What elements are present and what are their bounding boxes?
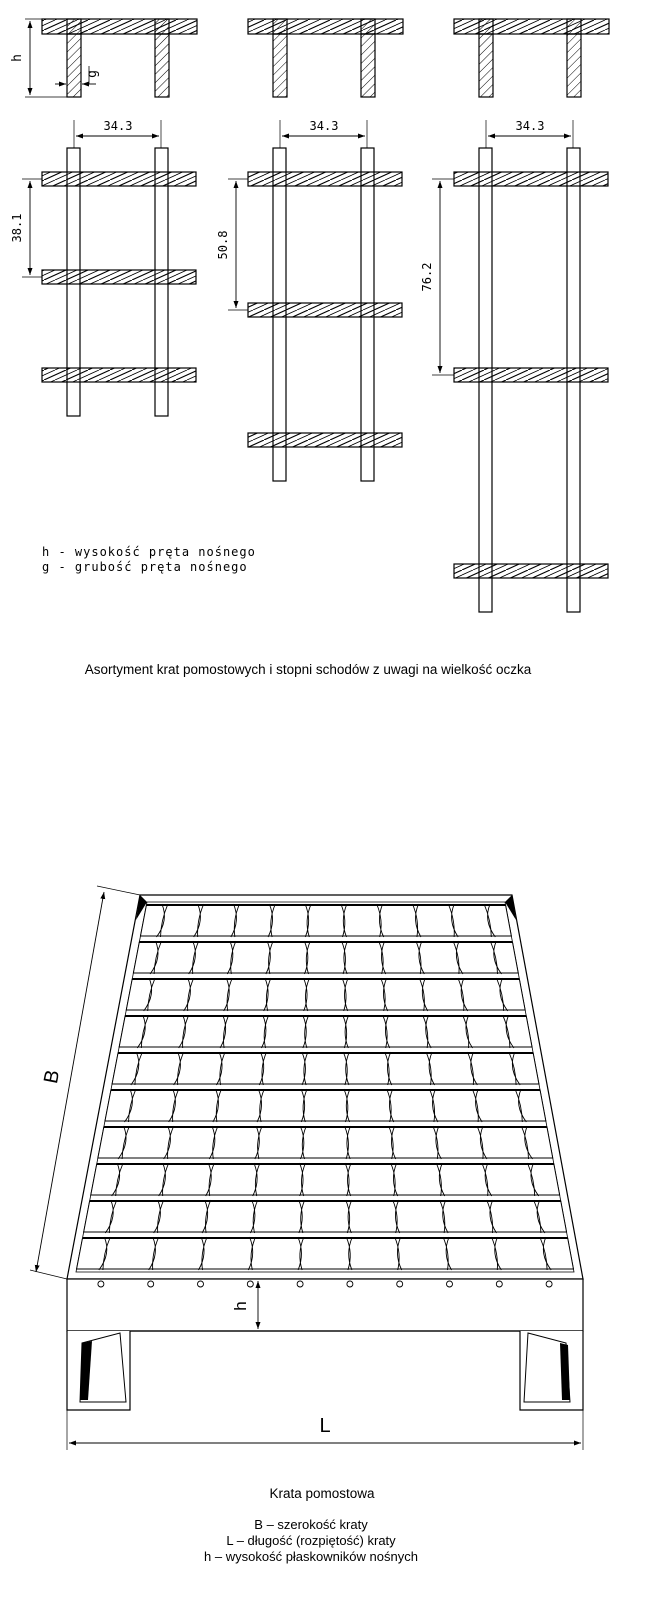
section-view-2 xyxy=(248,19,403,97)
grating-cross-bar xyxy=(84,1201,567,1232)
legend-B: B – szerokość kraty xyxy=(254,1517,368,1532)
rod-end-hole xyxy=(148,1281,154,1287)
label-B: B xyxy=(40,1068,65,1086)
grating-cross-bar xyxy=(126,979,525,1010)
section-view-3 xyxy=(454,19,609,97)
rod-end-hole xyxy=(247,1281,253,1287)
grating-perspective xyxy=(30,886,583,1450)
grating-cross-bar xyxy=(98,1127,553,1158)
label-L: L xyxy=(319,1415,331,1437)
caption-bottom: Krata pomostowa xyxy=(269,1486,375,1501)
rod-end-hole xyxy=(546,1281,552,1287)
dim-pitch-2: 34.3 xyxy=(309,119,339,133)
grating-cross-bar xyxy=(133,942,518,973)
plan-views xyxy=(42,148,608,612)
plan-view-2 xyxy=(248,148,402,481)
plan-view-3 xyxy=(454,148,608,612)
rod-end-hole xyxy=(98,1281,104,1287)
grating-cross-bar xyxy=(112,1053,539,1084)
grating-cross-bar xyxy=(140,905,511,936)
grating-front-face xyxy=(67,1279,583,1331)
rod-end-hole xyxy=(198,1281,204,1287)
plan-view-1 xyxy=(42,148,196,416)
grating-cross-bar xyxy=(119,1016,532,1047)
legend-h-bottom: h – wysokość płaskowników nośnych xyxy=(204,1549,418,1564)
dim-spacing-76: 76.2 xyxy=(420,262,434,292)
left-bracket xyxy=(67,1331,130,1410)
grating-cross-bar xyxy=(77,1238,574,1269)
rod-end-hole xyxy=(496,1281,502,1287)
legend-L: L – długość (rozpiętość) kraty xyxy=(226,1533,396,1548)
label-h-top: h xyxy=(10,54,25,62)
rod-end-hole xyxy=(397,1281,403,1287)
rod-end-hole xyxy=(297,1281,303,1287)
section-view-1 xyxy=(42,19,197,97)
label-g-top: g xyxy=(85,70,100,78)
dim-spacing-50: 50.8 xyxy=(216,230,230,260)
rod-end-hole xyxy=(347,1281,353,1287)
rod-end-hole xyxy=(447,1281,453,1287)
label-h-bottom: h xyxy=(231,1301,250,1311)
dim-pitch-1: 34.3 xyxy=(103,119,133,133)
grating-cross-bar xyxy=(105,1090,546,1121)
section-views xyxy=(25,19,609,97)
dim-spacing-38: 38.1 xyxy=(10,213,24,243)
caption-top: Asortyment krat pomostowych i stopni schodów z uwagi na wielkość oczka xyxy=(84,662,532,677)
legend-h-top: h - wysokość pręta nośnego xyxy=(42,545,256,559)
legend-g-top: g - grubość pręta nośnego xyxy=(42,560,248,574)
grating-cross-bar xyxy=(91,1164,560,1195)
dim-pitch-3: 34.3 xyxy=(515,119,545,133)
right-bracket xyxy=(520,1331,583,1410)
